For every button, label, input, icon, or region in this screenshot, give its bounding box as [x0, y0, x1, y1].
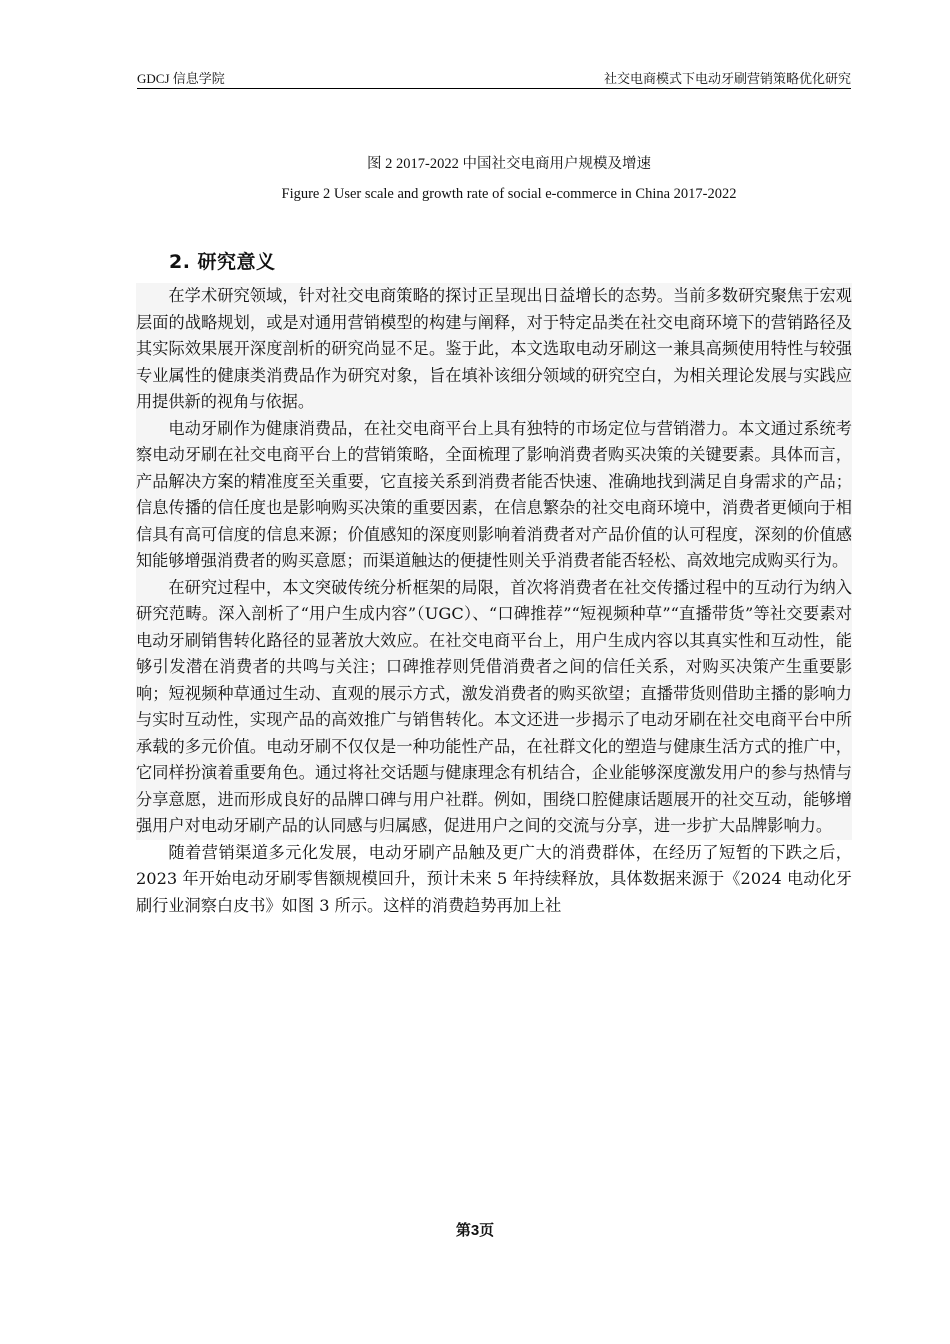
header-thesis-title: 社交电商模式下电动牙刷营销策略优化研究 — [603, 71, 851, 86]
paragraph-social-elements: 在研究过程中，本文突破传统分析框架的局限，首次将消费者在社交传播过程中的互动行为纳入研究范畴。深入剖析了“用户生成内容”（UGC）、“口碑推荐”“短视频种草”“直播带货”等社交要素对电动牙刷销售转化路径的显著放大效应。在社交电商平台上，用户生成内容以其真实性和互动性，能够引发潜在消费者的共鸣与关注；口碑推荐则凭借消费者之间的信任关系，对购买决策产生重要影响；短视频种草通过生动、直观的展示方式，激发消费者的购买欲望；直播带货则借助主播的影响力与实时互动性，实现产品的高效推广与销售转化。本文还进一步揭示了电动牙刷在社交电商平台中所承载的多元价值。电动牙刷不仅仅是一种功能性产品，在社群文化的塑造与健康生活方式的推广中，它同样扮演着重要角色。通过将社交话题与健康理念有机结合，企业能够深度激发用户的参与热情与分享意愿，进而形成良好的品牌口碑与用户社群。例如，围绕口腔健康话题展开的社交互动，能够增强用户对电动牙刷产品的认同感与归属感，促进用户之间的交流与分享，进一步扩大品牌影响力。 — [136, 575, 852, 840]
paragraph-academic-significance: 在学术研究领域，针对社交电商策略的探讨正呈现出日益增长的态势。当前多数研究聚焦于宏观层面的战略规划，或是对通用营销模型的构建与阐释，对于特定品类在社交电商环境下的营销路径及其实际效果展开深度剖析的研究尚显不足。鉴于此，本文选取电动牙刷这一兼具高频使用特性与较强专业属性的健康类消费品作为研究对象，旨在填补该细分领域的研究空白，为相关理论发展与实践应用提供新的视角与依据。 — [136, 283, 852, 416]
figure-caption-english: Figure 2 User scale and growth rate of social e-commerce in China 2017-2022 — [281, 186, 737, 202]
body-text — [136, 283, 852, 919]
paragraph-market-trend: 随着营销渠道多元化发展，电动牙刷产品触及更广大的消费群体，在经历了短暂的下跌之后，2023 年开始电动牙刷零售额规模回升，预计未来 5 年持续释放，具体数据来源于《2024 电动化牙刷行业洞察白皮书》如图 3 所示。这样的消费趋势再加上社 — [136, 842, 852, 915]
page-header — [137, 66, 851, 89]
section-heading: 2. 研究意义 — [169, 251, 276, 273]
page-number: 第3页 — [455, 1222, 495, 1239]
paragraph-purchase-factors: 电动牙刷作为健康消费品，在社交电商平台上具有独特的市场定位与营销潜力。本文通过系统考察电动牙刷在社交电商平台上的营销策略，全面梳理了影响消费者购买决策的关键要素。具体而言，产品解决方案的精准度至关重要，它直接关系到消费者能否快速、准确地找到满足自身需求的产品；信息传播的信任度也是影响购买决策的重要因素，在信息繁杂的社交电商环境中，消费者更倾向于相信具有高可信度的信息来源；价值感知的深度则影响着消费者对产品价值的认可程度，深刻的价值感知能够增强消费者的购买意愿；而渠道触达的便捷性则关乎消费者能否轻松、高效地完成购买行为。 — [136, 416, 852, 575]
header-institution: GDCJ 信息学院 — [137, 71, 225, 86]
figure-caption-chinese: 图 2 2017-2022 中国社交电商用户规模及增速 — [367, 156, 651, 172]
